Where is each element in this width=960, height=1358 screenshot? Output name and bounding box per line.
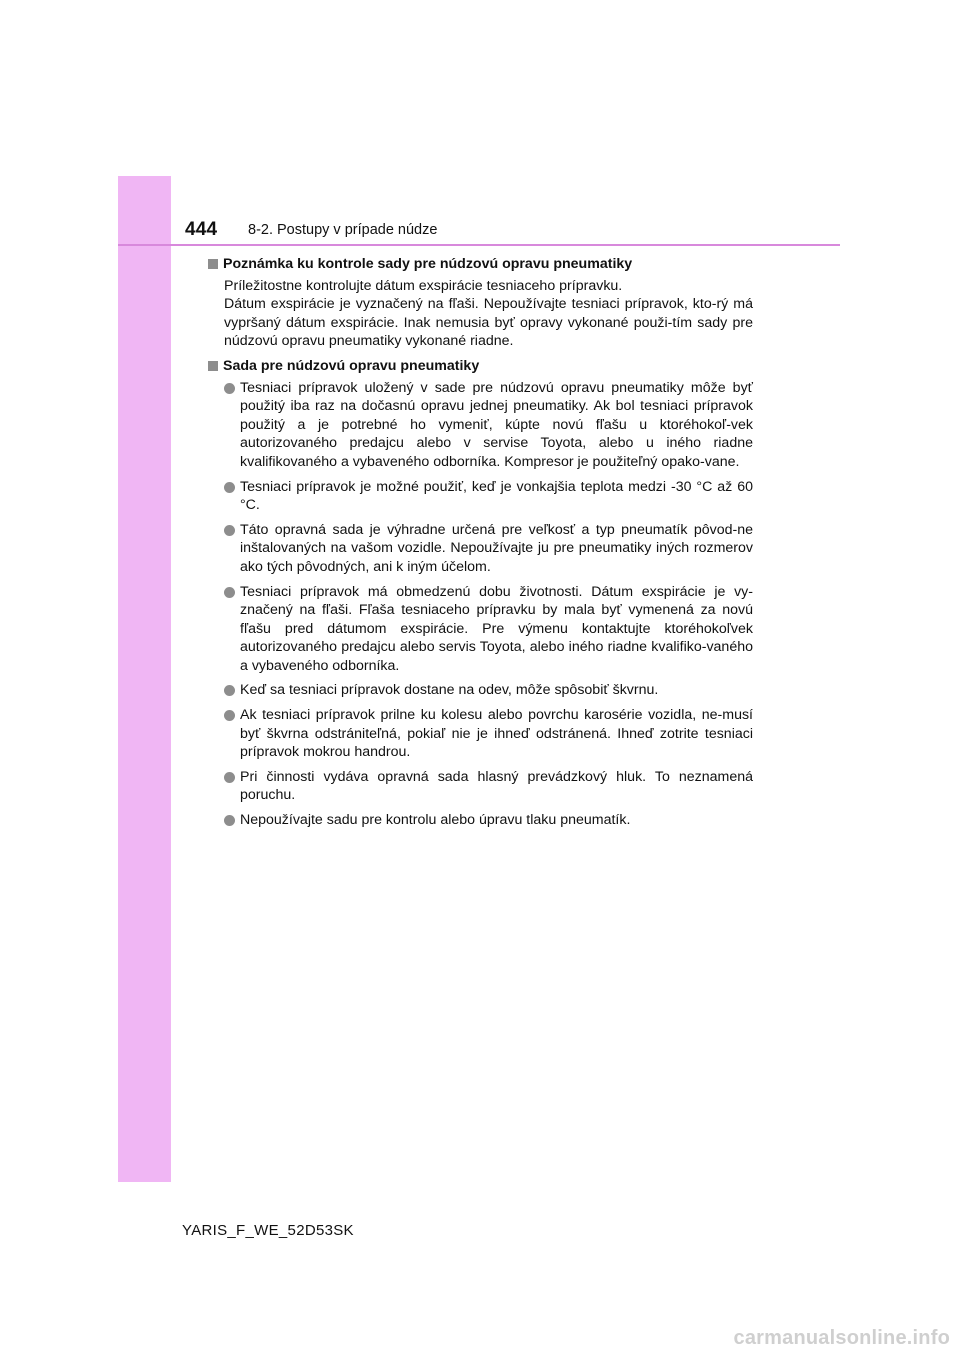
side-tab-bar (118, 176, 171, 1182)
list-item (224, 811, 753, 830)
circle-bullet-icon (224, 383, 235, 394)
list-item (224, 521, 753, 577)
circle-bullet-icon (224, 710, 235, 721)
section-heading-text: Sada pre núdzovú opravu pneumatiky (223, 357, 480, 374)
circle-bullet-icon (224, 685, 235, 696)
paragraph: Dátum exspirácie je vyznačený na fľaši. Nepoužívajte tesniaci prípravok, kto-rý má vypršaný dátum exspirácie. Inak nemusia byť opravy vykonané použi-tím sady pre núdzovú opravu pneumatiky vykonané riadne. (224, 296, 753, 350)
watermark-link[interactable]: carmanualsonline.info (733, 1327, 950, 1349)
list-item-text: Táto opravná sada je výhradne určená pre veľkosť a typ pneumatík pôvod-ne inštalovaných na vašom vozidle. Nepoužívajte ju pre pneumatiky iných rozmerov ako tých pôvodných, ani k iným účelom. (240, 521, 753, 575)
list-item-text: Nepoužívajte sadu pre kontrolu alebo úpravu tlaku pneumatík. (240, 812, 631, 829)
page-content (208, 255, 753, 836)
list-item-text: Ak tesniaci prípravok prilne ku kolesu alebo povrchu karosérie vozidla, ne-musí byť škvrna odstrániteľná, pokiaľ nie je ihneď odstránená. Ihneď zotrite tesniaci prípravok mokrou handrou. (240, 707, 753, 761)
list-item-text: Tesniaci prípravok má obmedzenú dobu životnosti. Dátum exspirácie je vy-značený na fľaši. Fľaša tesniaceho prípravku by mala byť vymenená za novú fľašu pred dátumom exspirácie. Pre výmenu kontaktujte ktoréhokoľvek autorizovaného predajcu alebo servis Toyota, alebo iného riadne kvalifiko-vaného a vybaveného odborníka. (240, 583, 753, 674)
section-body (224, 277, 753, 351)
bullet-list (224, 379, 753, 830)
list-item-text: Tesniaci prípravok je možné použiť, keď je vonkajšia teplota medzi -30 °C až 60 °C. (240, 478, 753, 514)
circle-bullet-icon (224, 815, 235, 826)
section-heading-text: Poznámka ku kontrole sady pre núdzovú opravu pneumatiky (223, 256, 633, 272)
list-item-text: Keď sa tesniaci prípravok dostane na odev, môže spôsobiť škvrnu. (240, 682, 659, 699)
section-heading (208, 357, 753, 376)
square-bullet-icon (208, 259, 218, 269)
section-tire-repair-kit (208, 357, 753, 830)
section-heading (208, 255, 753, 274)
list-item (224, 478, 753, 515)
section-title: 8-2. Postupy v prípade núdze (248, 222, 438, 238)
header-rule (118, 244, 840, 246)
paragraph: Príležitostne kontrolujte dátum exspirácie tesniaceho prípravku. (224, 277, 623, 294)
list-item (224, 379, 753, 472)
document-code: YARIS_F_WE_52D53SK (182, 1222, 354, 1239)
page-number: 444 (185, 219, 218, 240)
circle-bullet-icon (224, 587, 235, 598)
circle-bullet-icon (224, 525, 235, 536)
list-item (224, 768, 753, 805)
square-bullet-icon (208, 361, 218, 371)
list-item (224, 706, 753, 762)
circle-bullet-icon (224, 482, 235, 493)
list-item (224, 681, 753, 700)
section-tire-kit-check-note (208, 255, 753, 351)
list-item-text: Tesniaci prípravok uložený v sade pre núdzovú opravu pneumatiky môže byť použitý iba raz na dočasnú opravu jednej pneumatiky. Ak bol tesniaci prípravok použitý a je potrebné ho vymeniť, kúpte novú fľašu u ktoréhokoľ-vek autorizovaného predajcu alebo v servise Toyota, alebo u iného riadne kvalifikovaného a vybaveného odborníka. Kompresor je použiteľný opako-vane. (240, 379, 753, 470)
list-item (224, 583, 753, 676)
list-item-text: Pri činnosti vydáva opravná sada hlasný prevádzkový hluk. To neznamená poruchu. (240, 768, 753, 804)
circle-bullet-icon (224, 772, 235, 783)
